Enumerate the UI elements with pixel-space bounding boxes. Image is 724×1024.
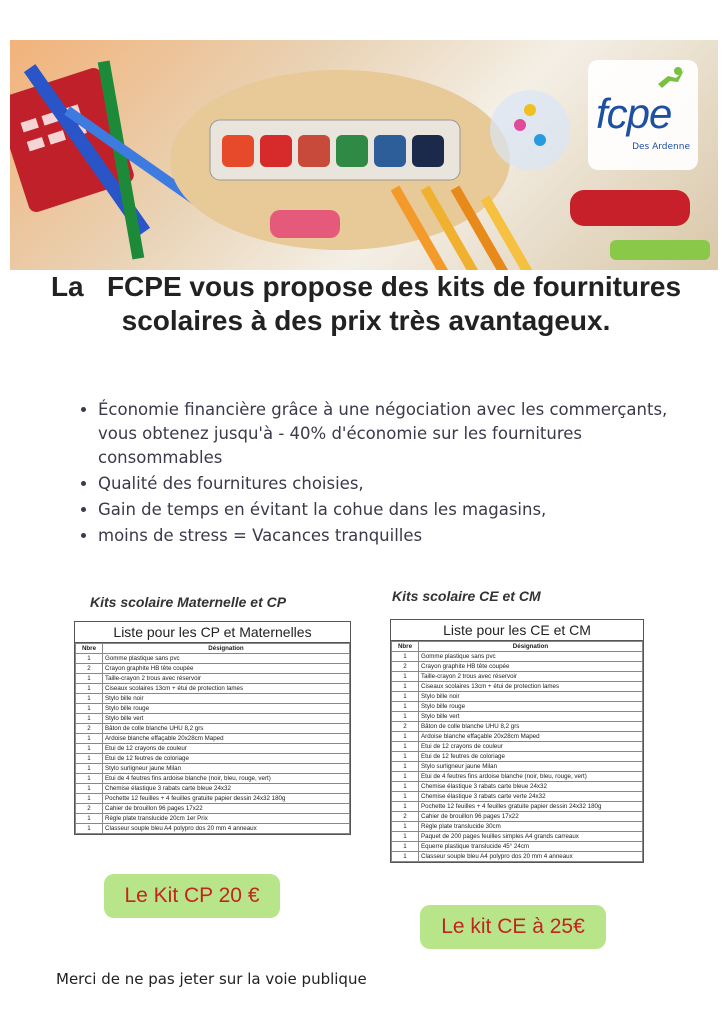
item-qty: 1: [392, 692, 419, 702]
item-desc: Etui de 12 crayons de couleur: [419, 742, 643, 752]
table-row: [76, 674, 350, 684]
table-row: [392, 742, 643, 752]
table-row: [392, 712, 643, 722]
item-qty: 1: [76, 814, 103, 824]
item-desc: Stylo bille vert: [419, 712, 643, 722]
table-row: [392, 662, 643, 672]
item-desc: Chemise élastique 3 rabats carte bleue 24x32: [103, 784, 350, 794]
item-desc: Equerre plastique translucide 45° 24cm: [419, 842, 643, 852]
item-qty: 1: [392, 712, 419, 722]
item-desc: Classeur souple bleu A4 polypro dos 20 mm 4 anneaux: [419, 852, 643, 862]
item-desc: Taille-crayon 2 trous avec réservoir: [419, 672, 643, 682]
item-qty: 1: [392, 802, 419, 812]
item-qty: 1: [392, 782, 419, 792]
table-row: [392, 752, 643, 762]
item-qty: 1: [392, 702, 419, 712]
item-desc: Stylo surligneur jaune Milan: [419, 762, 643, 772]
table-row: [392, 762, 643, 772]
item-desc: Stylo bille vert: [103, 714, 350, 724]
kit-cp-price: Le Kit CP 20 €: [104, 874, 280, 918]
item-qty: 2: [392, 722, 419, 732]
col-qty: Nbre: [76, 644, 103, 654]
item-qty: 1: [76, 794, 103, 804]
item-qty: 1: [392, 672, 419, 682]
item-desc: Etui de 4 feutres fins ardoise blanche (noir, bleu, rouge, vert): [419, 772, 643, 782]
table-row: [76, 664, 350, 674]
item-desc: Cahier de brouillon 96 pages 17x22: [103, 804, 350, 814]
kit-ce-table-title: Liste pour les CE et CM: [391, 620, 643, 641]
item-qty: 1: [392, 742, 419, 752]
table-row: [392, 792, 643, 802]
school-supplies-banner: [10, 40, 718, 270]
table-row: [76, 714, 350, 724]
col-desc: Désignation: [419, 642, 643, 652]
item-desc: Classeur souple bleu A4 polypro dos 20 mm 4 anneaux: [103, 824, 350, 834]
kit-ce-title: Kits scolaire CE et CM: [392, 588, 541, 604]
item-desc: Gomme plastique sans pvc: [103, 654, 350, 664]
kit-cp-table-title: Liste pour les CP et Maternelles: [75, 622, 350, 643]
item-desc: Stylo bille noir: [103, 694, 350, 704]
kit-ce-table: [390, 619, 644, 863]
item-qty: 1: [76, 694, 103, 704]
item-desc: Pochette 12 feuilles + 4 feuilles gratuite papier dessin 24x32 180g: [419, 802, 643, 812]
item-qty: 2: [76, 724, 103, 734]
item-qty: 1: [76, 774, 103, 784]
item-desc: Crayon graphite HB tête coupée: [419, 662, 643, 672]
item-desc: Stylo surligneur jaune Milan: [103, 764, 350, 774]
table-row: [392, 672, 643, 682]
fcpe-figure-icon: [656, 66, 686, 90]
item-qty: 1: [76, 754, 103, 764]
item-desc: Ardoise blanche effaçable 20x28cm Maped: [419, 732, 643, 742]
table-row: [76, 824, 350, 834]
kit-ce-price: Le kit CE à 25€: [420, 905, 606, 949]
item-desc: Ciseaux scolaires 13cm + étui de protection lames: [103, 684, 350, 694]
benefit-item: • Économie financière grâce à une négociation avec les commerçants, vous obtenez jusqu'à - 40% d'économie sur les fournitures consommables: [98, 398, 670, 470]
table-row: [76, 764, 350, 774]
benefit-item: • Qualité des fournitures choisies,: [98, 472, 670, 496]
table-row: [392, 702, 643, 712]
item-qty: 2: [392, 662, 419, 672]
item-desc: Etui de 12 crayons de couleur: [103, 744, 350, 754]
logo-subtitle: Des Ardenne: [632, 142, 690, 152]
item-desc: Etui de 12 feutres de coloriage: [419, 752, 643, 762]
item-desc: Etui de 4 feutres fins ardoise blanche (noir, bleu, rouge, vert): [103, 774, 350, 784]
table-row: [392, 772, 643, 782]
table-row: [392, 812, 643, 822]
item-qty: 1: [392, 652, 419, 662]
table-row: [76, 794, 350, 804]
benefit-item: • moins de stress = Vacances tranquilles: [98, 524, 670, 548]
table-row: [392, 822, 643, 832]
kit-ce-items: [391, 641, 643, 862]
item-desc: Ardoise blanche effaçable 20x28cm Maped: [103, 734, 350, 744]
table-row: [76, 734, 350, 744]
kit-cp-table: [74, 621, 351, 835]
item-desc: Etui de 12 feutres de coloriage: [103, 754, 350, 764]
item-qty: 2: [392, 812, 419, 822]
item-qty: 1: [392, 682, 419, 692]
table-row: [76, 804, 350, 814]
col-desc: Désignation: [103, 644, 350, 654]
headline-line-2: scolaires à des prix très avantageux.: [121, 305, 611, 336]
item-desc: Chemise élastique 3 rabats carte verte 24x32: [419, 792, 643, 802]
table-row: [76, 654, 350, 664]
table-row: [392, 782, 643, 792]
table-row: [392, 652, 643, 662]
item-desc: Règle plate translucide 30cm: [419, 822, 643, 832]
table-row: [76, 704, 350, 714]
fcpe-logo: [588, 60, 698, 170]
table-row: [392, 852, 643, 862]
item-qty: 1: [392, 762, 419, 772]
item-qty: 1: [76, 654, 103, 664]
item-desc: Stylo bille rouge: [419, 702, 643, 712]
table-row: [392, 692, 643, 702]
item-qty: 1: [76, 784, 103, 794]
benefit-item: • Gain de temps en évitant la cohue dans les magasins,: [98, 498, 670, 522]
table-row: [76, 694, 350, 704]
table-row: [76, 724, 350, 734]
col-qty: Nbre: [392, 642, 419, 652]
item-qty: 1: [76, 704, 103, 714]
item-qty: 2: [76, 664, 103, 674]
item-desc: Règle plate translucide 20cm 1er Prix: [103, 814, 350, 824]
benefits-list: [80, 398, 670, 550]
table-row: [76, 814, 350, 824]
headline-line-1: La FCPE vous propose des kits de fournitures: [50, 271, 682, 302]
item-qty: 1: [76, 824, 103, 834]
table-row: [76, 684, 350, 694]
table-row: [76, 774, 350, 784]
item-qty: 2: [76, 804, 103, 814]
item-desc: Stylo bille rouge: [103, 704, 350, 714]
item-desc: Cahier de brouillon 96 pages 17x22: [419, 812, 643, 822]
kit-cp-items: [75, 643, 350, 834]
item-qty: 1: [392, 752, 419, 762]
item-desc: Chemise élastique 3 rabats carte bleue 24x32: [419, 782, 643, 792]
headline: [16, 270, 716, 338]
item-qty: 1: [76, 714, 103, 724]
item-desc: Ciseaux scolaires 13cm + étui de protection lames: [419, 682, 643, 692]
item-desc: Paquet de 200 pages feuilles simples A4 grands carreaux: [419, 832, 643, 842]
table-row: [392, 802, 643, 812]
item-qty: 1: [76, 684, 103, 694]
item-desc: Stylo bille noir: [419, 692, 643, 702]
item-qty: 1: [392, 732, 419, 742]
logo-mark: fcpe: [596, 90, 672, 137]
item-qty: 1: [76, 734, 103, 744]
table-row: [392, 732, 643, 742]
table-row: [392, 722, 643, 732]
item-desc: Bâton de colle blanche UHU 8,2 grs: [103, 724, 350, 734]
table-row: [392, 842, 643, 852]
footer-note: Merci de ne pas jeter sur la voie publique: [56, 970, 367, 988]
item-qty: 1: [392, 842, 419, 852]
item-desc: Crayon graphite HB tête coupée: [103, 664, 350, 674]
table-row: [392, 682, 643, 692]
item-qty: 1: [392, 832, 419, 842]
item-qty: 1: [392, 792, 419, 802]
item-qty: 1: [76, 674, 103, 684]
table-row: [76, 784, 350, 794]
item-qty: 1: [392, 852, 419, 862]
item-qty: 1: [76, 764, 103, 774]
item-qty: 1: [392, 822, 419, 832]
item-desc: Pochette 12 feuilles + 4 feuilles gratuite papier dessin 24x32 180g: [103, 794, 350, 804]
item-desc: Bâton de colle blanche UHU 8,2 grs: [419, 722, 643, 732]
item-desc: Taille-crayon 2 trous avec réservoir: [103, 674, 350, 684]
table-row: [392, 832, 643, 842]
item-desc: Gomme plastique sans pvc: [419, 652, 643, 662]
item-qty: 1: [76, 744, 103, 754]
kit-cp-title: Kits scolaire Maternelle et CP: [90, 594, 287, 610]
table-row: [76, 744, 350, 754]
item-qty: 1: [392, 772, 419, 782]
table-row: [76, 754, 350, 764]
